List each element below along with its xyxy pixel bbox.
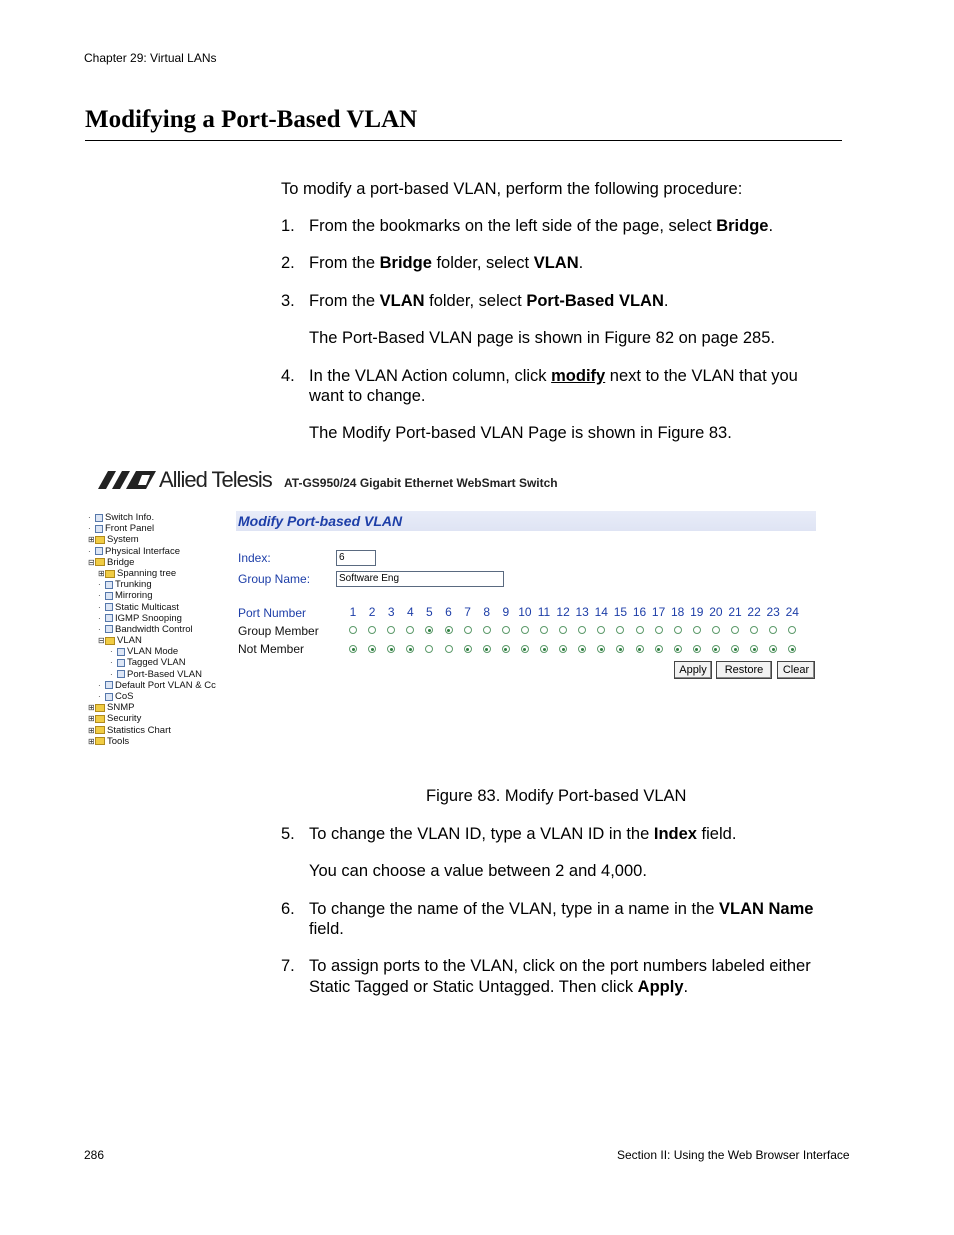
tree-item-spanning-tree[interactable]: ⊞ Spanning tree [98, 567, 177, 579]
step-number: 4. [281, 367, 295, 385]
port-column [401, 605, 419, 653]
step-1: From the bookmarks on the left side of the page, select Bridge. [309, 217, 774, 235]
not-member-radio[interactable] [578, 645, 586, 653]
step-number: 2. [281, 254, 295, 272]
folder-icon [95, 737, 105, 745]
not-member-radio[interactable] [445, 645, 453, 653]
group-member-radio[interactable] [368, 626, 376, 634]
step-4-cont: want to change. [309, 387, 426, 405]
not-member-radio[interactable] [349, 645, 357, 653]
not-member-radio[interactable] [464, 645, 472, 653]
folder-icon [95, 536, 105, 544]
tree-item-bridge[interactable]: ⊟ Bridge [88, 556, 135, 568]
port-column [363, 605, 381, 653]
not-member-radio[interactable] [674, 645, 682, 653]
port-number[interactable]: 13 [575, 605, 589, 619]
port-number[interactable]: 2 [368, 605, 376, 619]
tree-item-mirroring[interactable]: · Mirroring [98, 590, 153, 602]
port-number[interactable]: 22 [747, 605, 761, 619]
tree-item-tools[interactable]: ⊞ Tools [88, 735, 130, 747]
step-number: 1. [281, 217, 295, 235]
step-2: From the Bridge folder, select VLAN. [309, 254, 584, 272]
step-3: From the VLAN folder, select Port-Based VLAN. [309, 292, 669, 310]
not-member-radio[interactable] [693, 645, 701, 653]
group-member-radio[interactable] [521, 626, 529, 634]
port-number[interactable]: 16 [632, 605, 647, 619]
port-column [382, 605, 400, 653]
brand-logo [98, 467, 272, 493]
group-member-radio[interactable] [769, 626, 777, 634]
group-name-label: Group Name: [238, 572, 311, 586]
tree-item-snmp[interactable]: ⊞ SNMP [88, 702, 135, 714]
port-column [420, 605, 438, 653]
group-member-label: Group Member [238, 624, 319, 638]
group-member-radio[interactable] [674, 626, 682, 634]
step-number: 3. [281, 292, 295, 310]
step-3-note: The Port-Based VLAN page is shown in Figure 82 on page 285. [309, 329, 775, 347]
port-column [688, 605, 706, 653]
port-number[interactable]: 3 [387, 605, 395, 619]
port-number[interactable]: 21 [728, 605, 742, 619]
group-member-radio[interactable] [616, 626, 624, 634]
step-6-cont: field. [309, 920, 344, 938]
port-number[interactable]: 15 [613, 605, 628, 619]
group-member-radio[interactable] [712, 626, 720, 634]
not-member-radio[interactable] [483, 645, 491, 653]
port-column [459, 605, 477, 653]
step-7: To assign ports to the VLAN, click on the port numbers labeled either [309, 957, 811, 975]
port-number[interactable]: 23 [766, 605, 780, 619]
panel-title: Modify Port-based VLAN [238, 513, 403, 529]
group-member-radio[interactable] [445, 626, 453, 634]
port-column [535, 605, 553, 653]
tree-item-trunking[interactable]: · Trunking [98, 579, 152, 591]
port-number[interactable]: 10 [518, 605, 532, 619]
port-number[interactable]: 18 [671, 605, 685, 619]
not-member-radio[interactable] [540, 645, 548, 653]
port-grid [344, 605, 814, 665]
figure-screenshot [86, 462, 832, 768]
port-column [554, 605, 572, 653]
port-number[interactable]: 20 [709, 605, 723, 619]
tree-item-statistics-chart[interactable]: ⊞ Statistics Chart [88, 724, 171, 736]
group-member-radio[interactable] [731, 626, 739, 634]
footer-section: Section II: Using the Web Browser Interface [617, 1148, 850, 1162]
title-rule [85, 140, 842, 141]
folder-open-icon [105, 637, 115, 645]
port-column [344, 605, 362, 653]
port-column [631, 605, 649, 653]
port-column [611, 605, 629, 653]
group-name-input[interactable]: Software Eng [336, 571, 504, 587]
not-member-radio[interactable] [387, 645, 395, 653]
not-member-radio[interactable] [712, 645, 720, 653]
tree-item-bandwidth-control[interactable]: · Bandwidth Control [98, 623, 193, 635]
chapter-header: Chapter 29: Virtual LANs [84, 51, 217, 65]
port-number[interactable]: 6 [445, 605, 452, 619]
group-member-radio[interactable] [502, 626, 510, 634]
page-icon [95, 514, 103, 522]
tree-item-static-multicast[interactable]: · Static Multicast [98, 601, 179, 613]
not-member-radio[interactable] [597, 645, 605, 653]
step-number: 6. [281, 900, 295, 918]
index-input[interactable]: 6 [336, 550, 376, 566]
group-member-radio[interactable] [540, 626, 548, 634]
folder-icon [95, 704, 105, 712]
folder-open-icon [95, 558, 105, 566]
group-member-radio[interactable] [387, 626, 395, 634]
port-column [726, 605, 744, 653]
page-number: 286 [84, 1148, 105, 1162]
page-icon [105, 681, 113, 689]
port-column [478, 605, 496, 653]
not-member-radio[interactable] [636, 645, 644, 653]
page-icon [117, 648, 125, 656]
step-6: To change the name of the VLAN, type in a name in the VLAN Name [309, 900, 814, 918]
tree-item-physical-interface[interactable]: · Physical Interface [88, 545, 180, 557]
group-member-radio[interactable] [464, 626, 472, 634]
modify-link[interactable]: modify [551, 367, 606, 385]
group-member-radio[interactable] [483, 626, 491, 634]
port-number[interactable]: 9 [502, 605, 510, 619]
page-icon [117, 659, 125, 667]
port-number[interactable]: 8 [483, 605, 491, 619]
port-column [650, 605, 668, 653]
port-number[interactable]: 24 [785, 605, 799, 619]
tree-item-security[interactable]: ⊞ Security [88, 713, 142, 725]
group-member-radio[interactable] [578, 626, 586, 634]
port-number[interactable]: 1 [349, 605, 357, 619]
port-column [516, 605, 534, 653]
section-title: Modifying a Port-Based VLAN [85, 106, 418, 133]
port-number-label: Port Number [238, 606, 307, 620]
port-number[interactable]: 17 [651, 605, 666, 619]
not-member-radio[interactable] [731, 645, 739, 653]
port-column [669, 605, 687, 653]
step-5: To change the VLAN ID, type a VLAN ID in the Index field. [309, 825, 737, 843]
page-icon [105, 603, 113, 611]
group-member-radio[interactable] [636, 626, 644, 634]
allied-telesis-logo-icon [98, 471, 156, 489]
figure-caption: Figure 83. Modify Port-based VLAN [426, 787, 687, 805]
brand-name: Allied Telesis [159, 467, 272, 492]
tree-item-igmp-snooping[interactable]: · IGMP Snooping [98, 612, 182, 624]
clear-button[interactable]: Clear [777, 661, 815, 679]
port-number[interactable]: 7 [464, 605, 471, 619]
step-4: In the VLAN Action column, click modify next to the VLAN that you [309, 367, 798, 385]
port-number[interactable]: 5 [426, 605, 433, 619]
not-member-radio[interactable] [559, 645, 567, 653]
step-4-note: The Modify Port-based VLAN Page is shown in Figure 83. [309, 424, 732, 442]
page-icon [117, 670, 125, 678]
step-number: 7. [281, 957, 295, 975]
not-member-radio[interactable] [616, 645, 624, 653]
not-member-radio[interactable] [368, 645, 376, 653]
index-label: Index: [238, 551, 271, 565]
folder-icon [95, 726, 105, 734]
port-number[interactable]: 19 [690, 605, 704, 619]
port-number[interactable]: 12 [556, 605, 570, 619]
not-member-radio[interactable] [425, 645, 433, 653]
tree-item-cos[interactable]: · CoS [98, 691, 134, 702]
port-column [497, 605, 515, 653]
not-member-radio[interactable] [655, 645, 663, 653]
apply-button[interactable]: Apply [674, 661, 712, 679]
page-icon [105, 693, 113, 701]
step-7-cont: Static Tagged or Static Untagged. Then click Apply. [309, 978, 689, 996]
not-member-radio[interactable] [502, 645, 510, 653]
port-column [707, 605, 725, 653]
folder-icon [105, 570, 115, 578]
page-icon [105, 581, 113, 589]
tree-item-tagged-vlan[interactable]: · Tagged VLAN [110, 657, 186, 669]
port-column [783, 605, 801, 653]
port-number[interactable]: 4 [406, 605, 414, 619]
group-member-radio[interactable] [788, 626, 796, 634]
page-icon [95, 547, 103, 555]
group-member-radio[interactable] [425, 626, 433, 634]
port-column [440, 605, 458, 653]
port-column [592, 605, 610, 653]
port-number[interactable]: 11 [537, 605, 551, 619]
page-icon [95, 525, 103, 533]
group-member-radio[interactable] [655, 626, 663, 634]
group-member-radio[interactable] [750, 626, 758, 634]
product-name: AT-GS950/24 Gigabit Ethernet WebSmart Switch [284, 476, 558, 490]
port-number[interactable]: 14 [594, 605, 608, 619]
tree-item-front-panel[interactable]: · Front Panel [88, 523, 155, 535]
not-member-label: Not Member [238, 642, 305, 656]
tree-item-vlan[interactable]: ⊟ VLAN [98, 635, 142, 647]
step-number: 5. [281, 825, 295, 843]
tree-item-switch-info[interactable]: · Switch Info. [88, 512, 155, 523]
page-icon [105, 614, 113, 622]
not-member-radio[interactable] [406, 645, 414, 653]
step-5-note: You can choose a value between 2 and 4,000. [309, 862, 647, 880]
panel-title-bar [236, 511, 816, 531]
folder-icon [95, 715, 105, 723]
not-member-radio[interactable] [750, 645, 758, 653]
port-column [764, 605, 782, 653]
group-member-radio[interactable] [693, 626, 701, 634]
port-column [745, 605, 763, 653]
not-member-radio[interactable] [769, 645, 777, 653]
tree-item-vlan-mode[interactable]: · VLAN Mode [110, 646, 179, 658]
intro-text: To modify a port-based VLAN, perform the following procedure: [281, 180, 743, 198]
page-icon [105, 625, 113, 633]
group-member-radio[interactable] [559, 626, 567, 634]
tree-item-system[interactable]: ⊞ System [88, 534, 139, 546]
page-icon [105, 592, 113, 600]
group-member-radio[interactable] [349, 626, 357, 634]
not-member-radio[interactable] [521, 645, 529, 653]
tree-item-default-port-vlan[interactable]: · Default Port VLAN & Cc [98, 679, 216, 691]
port-column [573, 605, 591, 653]
not-member-radio[interactable] [788, 645, 796, 653]
tree-item-port-based-vlan[interactable]: · Port-Based VLAN [110, 668, 202, 680]
group-member-radio[interactable] [406, 626, 414, 634]
nav-tree [86, 512, 226, 747]
restore-button[interactable]: Restore [716, 661, 772, 679]
group-member-radio[interactable] [597, 626, 605, 634]
